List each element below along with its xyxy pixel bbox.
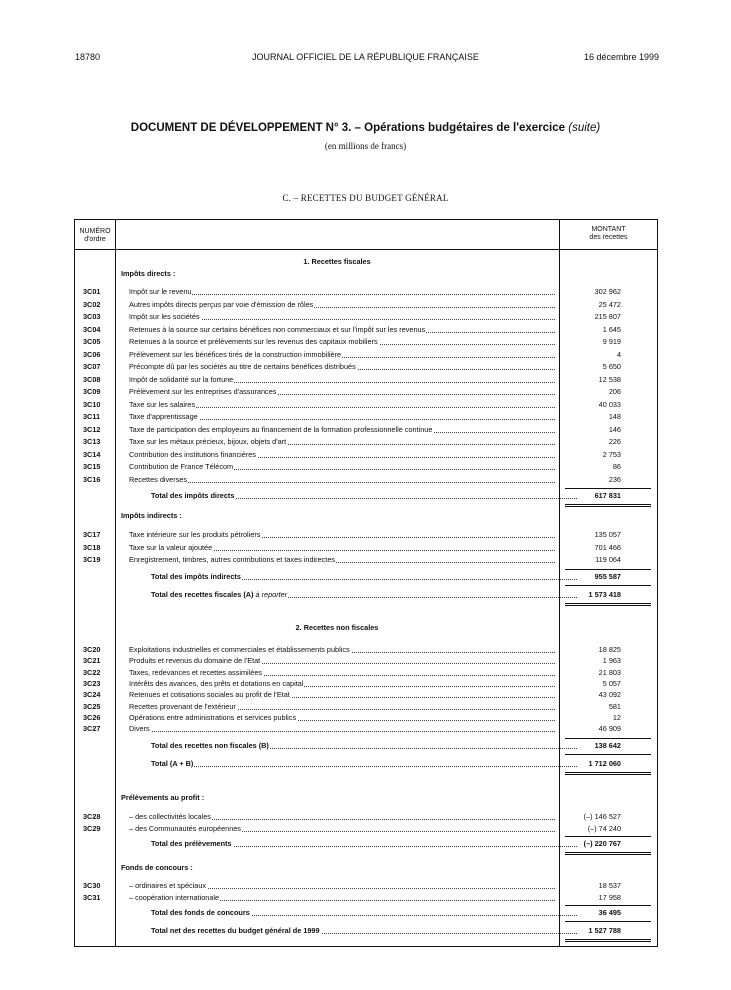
- row-label-text: Précompte dû par les sociétés au titre de certains bénéfices distribués: [129, 362, 356, 371]
- row-label-text: Taxes, redevances et recettes assimilées: [129, 667, 263, 677]
- row-label-text: Total des impôts indirects: [151, 571, 241, 581]
- total-row: [75, 838, 657, 850]
- row-label-suffix: à reporter: [255, 589, 288, 599]
- row-code: 3C14: [83, 449, 101, 459]
- row-amount: 1 963: [602, 656, 621, 666]
- table-row: [75, 299, 657, 311]
- table-row: [75, 644, 657, 656]
- group-title: Fonds de concours :: [121, 863, 193, 872]
- row-label-text: Impôt de solidarité sur la fortune: [129, 374, 234, 384]
- row-amount: 17 958: [598, 892, 621, 902]
- table-row: [75, 474, 657, 486]
- journal-title: JOURNAL OFFICIEL DE LA RÉPUBLIQUE FRANÇAISE: [252, 52, 479, 62]
- row-amount: 215 807: [594, 312, 621, 321]
- row-label: [151, 838, 577, 850]
- double-rule: [565, 603, 651, 606]
- row-amount: 617 831: [594, 491, 621, 500]
- table-row: [75, 811, 657, 823]
- total-row: [75, 925, 657, 937]
- row-label-text: Total des fonds de concours: [151, 908, 250, 917]
- row-label: [129, 701, 555, 713]
- row-label-text: Total des recettes fiscales (A): [151, 589, 254, 599]
- row-label-text: Total (A + B): [151, 759, 194, 769]
- table-row: [75, 449, 657, 461]
- row-label: [129, 286, 555, 298]
- row-label-text: Taxe sur les salaires: [129, 399, 196, 409]
- subtotal-rule: [565, 569, 651, 570]
- table-row: [75, 324, 657, 336]
- row-amount: 1 645: [602, 324, 621, 334]
- total-row: [75, 571, 657, 583]
- unit-note: (en millions de francs): [324, 141, 407, 151]
- row-code: 3C24: [83, 690, 101, 700]
- row-code: 3C11: [83, 412, 101, 421]
- row-amount: (–) 146 527: [583, 812, 621, 821]
- row-label-text: Taxe intérieure sur les produits pétroliers: [129, 530, 261, 539]
- table-row: [75, 286, 657, 298]
- row-label: [151, 571, 577, 583]
- document-title-suffix: (suite): [568, 122, 601, 134]
- row-label: [129, 424, 555, 436]
- table-row: [75, 554, 657, 566]
- table-row: [75, 436, 657, 448]
- double-rule: [565, 504, 651, 507]
- row-code: 3C10: [83, 399, 101, 409]
- row-label: [129, 811, 555, 823]
- row-label: [129, 667, 555, 679]
- row-amount: 5 650: [602, 362, 621, 371]
- row-amount: 25 472: [598, 299, 621, 309]
- row-label: [129, 336, 555, 348]
- row-amount: 18 825: [598, 645, 621, 654]
- row-code: 3C02: [83, 299, 101, 309]
- row-label-text: Produits et revenus du domaine de l'Etat: [129, 656, 261, 666]
- row-code: 3C19: [83, 555, 101, 564]
- row-label: [129, 689, 555, 701]
- row-code: 3C09: [83, 387, 101, 396]
- subtotal-rule: [565, 738, 651, 739]
- table-row: [75, 823, 657, 835]
- row-code: 3C30: [83, 881, 101, 890]
- row-amount: 701 466: [594, 542, 621, 552]
- table-row: [75, 349, 657, 361]
- row-label: [129, 554, 555, 566]
- total-row: [75, 758, 657, 770]
- row-amount: 955 587: [594, 571, 621, 581]
- row-label: [129, 311, 555, 323]
- row-code: 3C25: [83, 701, 101, 711]
- row-code: 3C22: [83, 667, 101, 677]
- table-row: [75, 667, 657, 679]
- row-code: 3C05: [83, 337, 101, 346]
- table-row: [75, 689, 657, 701]
- row-label: [129, 678, 555, 690]
- subtotal-rule: [565, 488, 651, 489]
- table-row: [75, 411, 657, 423]
- column-header-number: NUMÉRO d'ordre: [79, 228, 111, 243]
- table-row: [75, 712, 657, 724]
- row-label-text: – des Communautés européennes: [129, 823, 241, 833]
- row-amount: 12 538: [598, 374, 621, 384]
- row-label: [129, 542, 555, 554]
- row-amount: 36 495: [598, 908, 621, 917]
- row-code: 3C13: [83, 437, 101, 446]
- row-amount: 2 753: [602, 449, 621, 459]
- total-row: [75, 740, 657, 752]
- section-title: C. – RECETTES DU BUDGET GÉNÉRAL: [282, 193, 449, 203]
- row-label-text: Total des recettes non fiscales (B): [151, 741, 269, 751]
- row-label: [151, 490, 577, 502]
- row-label: [129, 436, 555, 448]
- total-row: [75, 907, 657, 919]
- row-label: [129, 411, 555, 423]
- row-label: [129, 449, 555, 461]
- row-label-text: – coopération internationale: [129, 892, 220, 902]
- group-title: Impôts indirects :: [121, 511, 182, 520]
- document-title-main: DOCUMENT DE DÉVELOPPEMENT N° 3. – Opérations budgétaires de l'exercice: [130, 122, 566, 134]
- row-label: [129, 644, 555, 656]
- row-amount: 12: [612, 712, 621, 722]
- row-label: [129, 386, 555, 398]
- row-label-text: Total net des recettes du budget général de 1999: [151, 926, 320, 935]
- row-code: 3C31: [83, 892, 101, 902]
- row-label: [151, 925, 577, 937]
- row-code: 3C26: [83, 712, 101, 722]
- double-rule: [565, 939, 651, 942]
- total-row: [75, 490, 657, 502]
- row-label: [129, 299, 555, 311]
- subtotal-rule: [565, 905, 651, 906]
- row-code: 3C17: [83, 530, 101, 539]
- row-code: 3C15: [83, 462, 101, 471]
- total-row: [75, 589, 657, 601]
- row-label: [151, 589, 577, 601]
- row-amount: 206: [608, 387, 621, 396]
- row-amount: 119 064: [595, 555, 621, 564]
- row-code: 3C12: [83, 424, 101, 434]
- row-label-text: Prélèvement sur les bénéfices tirés de la construction immobilière: [129, 349, 342, 359]
- group-title: Prélèvements au profit :: [121, 793, 205, 802]
- table-row: [75, 374, 657, 386]
- row-label: [129, 892, 555, 904]
- row-label-text: Total des prélèvements: [151, 839, 232, 848]
- row-label: [129, 461, 555, 473]
- row-code: 3C27: [83, 724, 101, 734]
- row-label-text: – des collectivités locales: [129, 812, 211, 821]
- group-title: Impôts directs :: [121, 269, 176, 278]
- row-label-text: Taxe de participation des employeurs au financement de la formation professionnelle continue: [129, 424, 433, 434]
- row-amount: 138 642: [594, 741, 621, 751]
- table-row: [75, 529, 657, 541]
- table-row: [75, 361, 657, 373]
- row-code: 3C21: [83, 656, 101, 666]
- subtotal-rule: [565, 836, 651, 837]
- table-row: [75, 655, 657, 667]
- subtotal-rule: [565, 921, 651, 922]
- row-amount: 148: [608, 412, 621, 421]
- row-code: 3C28: [83, 812, 101, 821]
- column-header-amount: MONTANT des recettes: [589, 226, 628, 241]
- row-amount: 18 537: [598, 881, 621, 890]
- row-code: 3C18: [83, 542, 101, 552]
- row-label: [129, 324, 555, 336]
- row-amount: 581: [608, 701, 621, 711]
- row-amount: 4: [616, 349, 621, 359]
- row-label-text: Recettes provenant de l'extérieur: [129, 701, 236, 711]
- row-label-text: Contribution de France Télécom: [129, 462, 234, 471]
- table-row: [75, 424, 657, 436]
- row-label-text: – ordinaires et spéciaux: [129, 881, 207, 890]
- row-label: [129, 529, 555, 541]
- row-amount: (–) 220 767: [583, 839, 621, 848]
- row-label-text: Opérations entre administrations et services publics: [129, 712, 297, 722]
- header-divider: [75, 249, 657, 250]
- row-label: [129, 474, 555, 486]
- row-label: [129, 655, 555, 667]
- row-amount: 236: [608, 474, 621, 484]
- row-label-text: Impôt sur le revenu: [129, 287, 192, 296]
- row-label: [129, 361, 555, 373]
- row-label: [151, 758, 577, 770]
- row-amount: 1 573 418: [588, 589, 621, 599]
- row-code: 3C29: [83, 823, 101, 833]
- table-row: [75, 892, 657, 904]
- page-number: 18780: [75, 52, 101, 62]
- row-label-text: Autres impôts directs perçus par voie d'émission de rôles: [129, 299, 314, 309]
- row-code: 3C20: [83, 645, 101, 654]
- row-code: 3C08: [83, 374, 101, 384]
- row-label: [151, 740, 577, 752]
- row-code: 3C06: [83, 349, 101, 359]
- row-label-text: Exploitations industrielles et commerciales et établissements publics: [129, 645, 350, 654]
- row-label: [129, 880, 555, 892]
- row-label-text: Recettes diverses: [129, 474, 187, 484]
- row-label-text: Prélèvement sur les entreprises d'assurances: [129, 387, 277, 396]
- row-label: [129, 823, 555, 835]
- row-amount: 43 092: [598, 690, 621, 700]
- double-rule: [565, 772, 651, 775]
- row-label-text: Taxe sur la valeur ajoutée: [129, 542, 213, 552]
- row-label: [129, 399, 555, 411]
- row-amount: 46 909: [598, 724, 621, 734]
- receipts-table: [74, 219, 658, 947]
- row-label: [151, 907, 577, 919]
- row-label-text: Intérêts des avances, des prêts et dotations en capital: [129, 678, 304, 688]
- row-amount: 302 962: [594, 287, 621, 296]
- table-row: [75, 723, 657, 735]
- part-title: 1. Recettes fiscales: [303, 257, 371, 266]
- table-row: [75, 336, 657, 348]
- table-row: [75, 880, 657, 892]
- row-label-text: Impôt sur les sociétés: [129, 312, 200, 321]
- row-label-text: Taxe sur les métaux précieux, bijoux, objets d'art: [129, 437, 287, 446]
- row-code: 3C16: [83, 474, 101, 484]
- row-code: 3C01: [83, 287, 101, 296]
- row-label: [129, 723, 555, 735]
- table-row: [75, 399, 657, 411]
- row-label: [129, 712, 555, 724]
- row-label: [129, 349, 555, 361]
- issue-date: 16 décembre 1999: [583, 52, 659, 62]
- row-label-text: Retenues et cotisations sociales au profit de l'Etat: [129, 690, 290, 700]
- row-amount: 86: [612, 462, 621, 471]
- row-code: 3C04: [83, 324, 101, 334]
- double-rule: [565, 852, 651, 855]
- row-code: 3C07: [83, 362, 101, 371]
- row-amount: 21 803: [598, 667, 621, 677]
- part-title: 2. Recettes non fiscales: [295, 623, 379, 632]
- row-amount: 226: [608, 437, 621, 446]
- row-amount: 9 919: [602, 337, 621, 346]
- table-row: [75, 461, 657, 473]
- row-label-text: Total des impôts directs: [151, 491, 235, 500]
- row-label-text: Retenues à la source sur certains bénéfices non commerciaux et sur l'impôt sur les revenus: [129, 324, 426, 334]
- table-row: [75, 701, 657, 713]
- row-amount: 146: [608, 424, 621, 434]
- row-amount: 40 033: [598, 399, 621, 409]
- table-row: [75, 542, 657, 554]
- row-label-text: Retenues à la source et prélèvements sur les revenus des capitaux mobiliers: [129, 337, 378, 346]
- row-amount: 1 712 060: [588, 759, 621, 769]
- row-amount: 5 057: [602, 678, 621, 688]
- subtotal-rule: [565, 585, 651, 586]
- row-label-text: Contribution des institutions financières: [129, 449, 256, 459]
- subtotal-rule: [565, 754, 651, 755]
- row-amount: 135 057: [594, 530, 621, 539]
- document-title: [0, 122, 731, 134]
- table-row: [75, 311, 657, 323]
- row-label-text: Enregistrement, timbres, autres contributions et taxes indirectes: [129, 555, 336, 564]
- row-code: 3C03: [83, 312, 101, 321]
- row-label-text: Taxe d'apprentissage: [129, 412, 198, 421]
- row-label: [129, 374, 555, 386]
- row-label-text: Divers: [129, 724, 150, 734]
- table-row: [75, 678, 657, 690]
- row-amount: 1 527 788: [588, 926, 621, 935]
- row-code: 3C23: [83, 678, 101, 688]
- table-row: [75, 386, 657, 398]
- row-amount: (–) 74 240: [587, 823, 621, 833]
